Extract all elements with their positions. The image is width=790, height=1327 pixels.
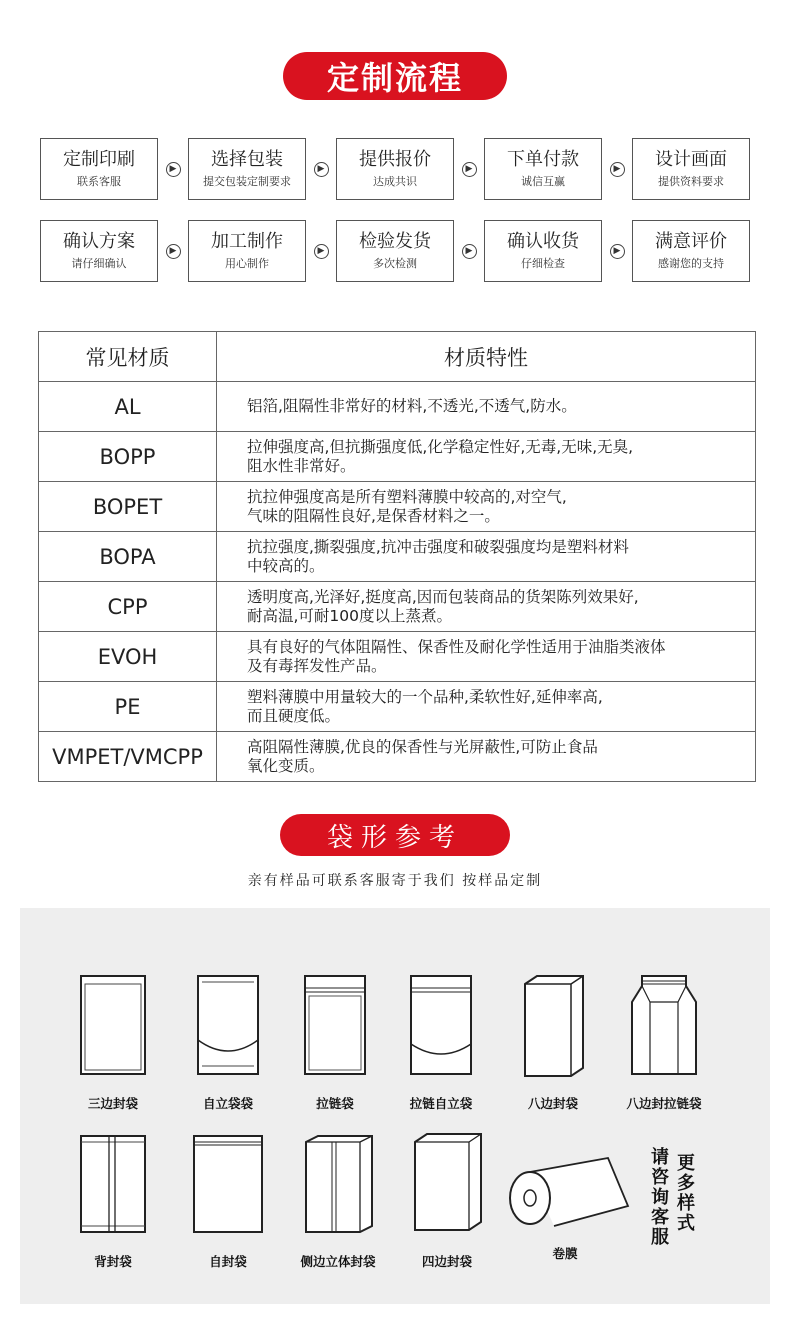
step-subtitle: 达成共识	[373, 175, 417, 188]
material-description: 具有良好的气体阻隔性、保香性及耐化学性适用于油脂类液体 及有毒挥发性产品。	[217, 632, 756, 682]
step-title: 加工制作	[211, 231, 283, 252]
more-note-styles: 更 多 样 式	[677, 1153, 695, 1234]
header-properties: 材质特性	[217, 332, 756, 382]
step-quote	[336, 138, 454, 200]
step-subtitle: 请仔细确认	[71, 257, 127, 270]
step-inspect-ship	[336, 220, 454, 282]
bag-label: 自封袋	[209, 1254, 247, 1269]
bag-label: 四边封袋	[421, 1254, 472, 1269]
process-title: 定制流程	[326, 59, 463, 97]
material-description: 铝箔,阻隔性非常好的材料,不透光,不透气,防水。	[217, 382, 756, 432]
bag-zipper-stand-up	[386, 972, 496, 1112]
step-production	[188, 220, 306, 282]
material-description: 高阻隔性薄膜,优良的保香性与光屏蔽性,可防止食品 氧化变质。	[217, 732, 756, 782]
header-material: 常见材质	[39, 332, 217, 382]
step-title: 满意评价	[655, 231, 727, 252]
bag-label: 背封袋	[94, 1254, 132, 1269]
table-row	[39, 682, 756, 732]
bag-roll-film	[500, 1150, 630, 1262]
side-gusset-bag-icon	[298, 1132, 378, 1236]
table-row	[39, 582, 756, 632]
bag-label: 拉链袋	[316, 1096, 354, 1111]
arrow-right-icon: ▶	[462, 162, 477, 177]
material-name: BOPP	[39, 432, 217, 482]
step-title: 提供报价	[359, 149, 431, 170]
bag-section-title: 袋形参考	[326, 822, 463, 853]
process-row-2	[40, 220, 752, 282]
table-row	[39, 432, 756, 482]
step-title: 确认收货	[507, 231, 579, 252]
step-design	[632, 138, 750, 200]
material-description: 抗拉强度,撕裂强度,抗冲击强度和破裂强度均是塑料材料 中较高的。	[217, 532, 756, 582]
bag-zipper	[280, 972, 390, 1112]
eight-side-seal-bag-icon	[513, 972, 593, 1078]
bag-title-banner	[280, 814, 510, 856]
bag-tagline: 亲有样品可联系客服寄于我们 按样品定制	[247, 873, 543, 889]
bag-eight-side	[498, 972, 608, 1112]
arrow-right-icon: ▶	[610, 244, 625, 259]
zipper-stand-up-pouch-icon	[401, 972, 481, 1078]
step-choose-package	[188, 138, 306, 200]
table-row	[39, 732, 756, 782]
bag-three-side-seal	[58, 972, 168, 1112]
step-subtitle: 多次检测	[373, 257, 417, 270]
roll-film-icon	[500, 1150, 630, 1234]
step-subtitle: 诚信互赢	[521, 175, 565, 188]
bag-label: 三边封袋	[87, 1096, 138, 1111]
arrow-right-icon: ▶	[166, 162, 181, 177]
material-name: CPP	[39, 582, 217, 632]
four-side-seal-bag-icon	[407, 1132, 487, 1236]
eight-side-zipper-bag-icon	[624, 972, 704, 1078]
step-title: 选择包装	[211, 149, 283, 170]
material-description: 抗拉伸强度高是所有塑料薄膜中较高的,对空气, 气味的阻隔性良好,是保香材料之一。	[217, 482, 756, 532]
stand-up-pouch-icon	[188, 972, 268, 1078]
bag-four-side	[392, 1132, 502, 1270]
step-title: 确认方案	[63, 231, 135, 252]
step-subtitle: 感谢您的支持	[658, 257, 724, 270]
process-row-1	[40, 138, 752, 200]
bag-self-seal	[173, 1132, 283, 1270]
step-subtitle: 提供资料要求	[658, 175, 724, 188]
step-title: 下单付款	[507, 149, 579, 170]
table-header-row	[39, 332, 756, 382]
step-order-pay	[484, 138, 602, 200]
material-name: PE	[39, 682, 217, 732]
materials-table	[38, 331, 756, 782]
bag-label: 拉链自立袋	[409, 1096, 473, 1111]
material-description: 透明度高,光泽好,挺度高,因而包装商品的货架陈列效果好, 耐高温,可耐100度以上蒸煮。	[217, 582, 756, 632]
material-name: BOPA	[39, 532, 217, 582]
bag-stand-up	[173, 972, 283, 1112]
material-name: BOPET	[39, 482, 217, 532]
material-name: AL	[39, 382, 217, 432]
bag-eight-side-zipper	[609, 972, 719, 1112]
three-side-seal-bag-icon	[73, 972, 153, 1078]
self-seal-bag-icon	[188, 1132, 268, 1236]
arrow-right-icon: ▶	[314, 162, 329, 177]
back-seal-bag-icon	[73, 1132, 153, 1236]
material-description: 塑料薄膜中用量较大的一个品种,柔软性好,延伸率高, 而且硬度低。	[217, 682, 756, 732]
process-title-banner	[283, 52, 507, 100]
bag-label: 侧边立体封袋	[300, 1254, 376, 1269]
step-subtitle: 联系客服	[77, 175, 121, 188]
table-row	[39, 632, 756, 682]
more-note-contact: 请 咨 询 客 服	[651, 1147, 669, 1248]
bag-label: 卷膜	[552, 1246, 578, 1261]
material-name: EVOH	[39, 632, 217, 682]
table-row	[39, 532, 756, 582]
arrow-right-icon: ▶	[166, 244, 181, 259]
step-confirm-receipt	[484, 220, 602, 282]
bag-label: 八边封拉链袋	[626, 1096, 702, 1111]
step-subtitle: 用心制作	[225, 257, 269, 270]
material-description: 拉伸强度高,但抗撕强度低,化学稳定性好,无毒,无味,无臭, 阻水性非常好。	[217, 432, 756, 482]
bag-back-seal	[58, 1132, 168, 1270]
step-title: 设计画面	[655, 149, 727, 170]
bag-label: 八边封袋	[527, 1096, 578, 1111]
zipper-bag-icon	[295, 972, 375, 1078]
step-subtitle: 仔细检查	[521, 257, 565, 270]
table-row	[39, 382, 756, 432]
arrow-right-icon: ▶	[610, 162, 625, 177]
bag-label: 自立袋袋	[202, 1096, 253, 1111]
material-name: VMPET/VMCPP	[39, 732, 217, 782]
step-title: 检验发货	[359, 231, 431, 252]
bag-side-gusset	[283, 1132, 393, 1270]
step-customize-print	[40, 138, 158, 200]
step-subtitle: 提交包装定制要求	[203, 175, 291, 188]
arrow-right-icon: ▶	[462, 244, 477, 259]
step-review	[632, 220, 750, 282]
table-row	[39, 482, 756, 532]
step-title: 定制印刷	[63, 149, 135, 170]
arrow-right-icon: ▶	[314, 244, 329, 259]
step-confirm-plan	[40, 220, 158, 282]
more-styles-note	[628, 1148, 708, 1258]
